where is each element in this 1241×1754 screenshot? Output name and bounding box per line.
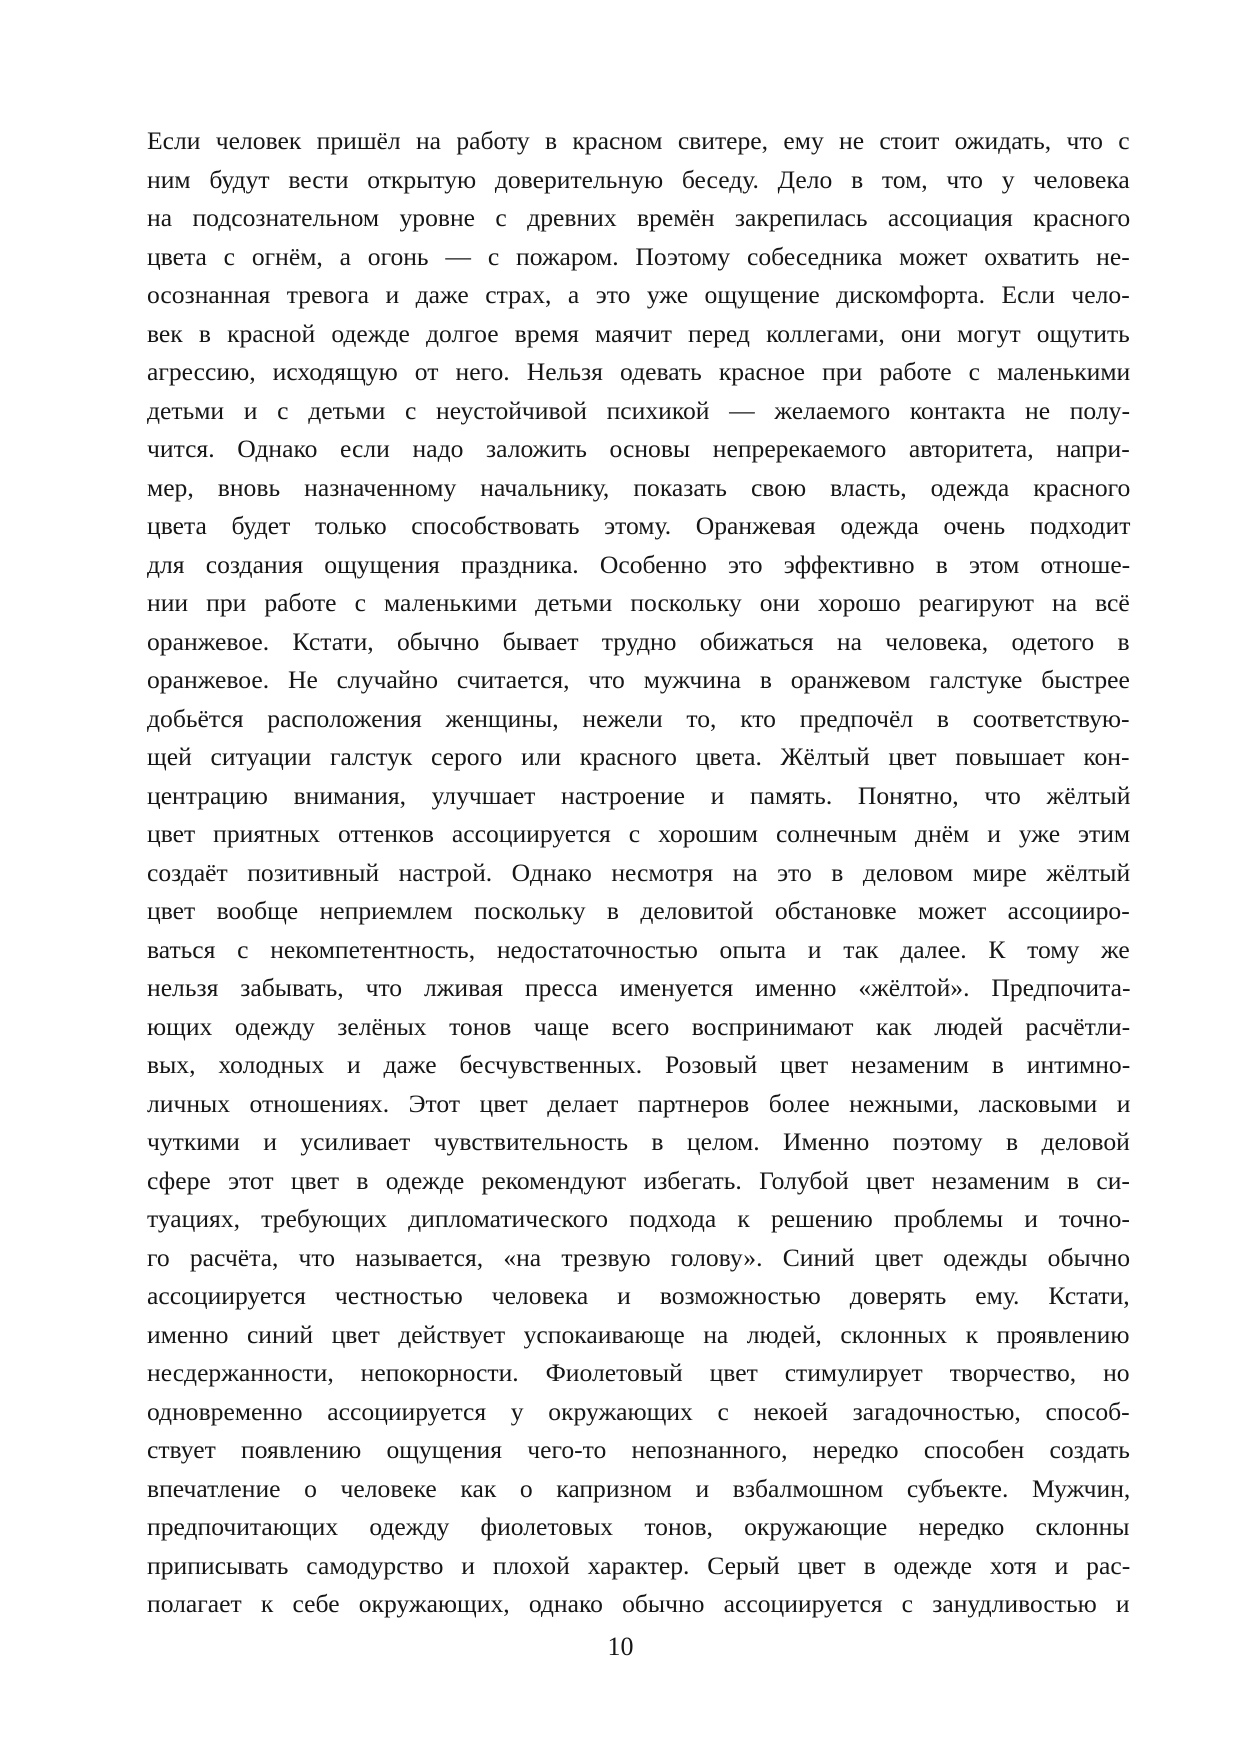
text-line: полагает к себе окружающих, однако обычно ассоциируется с занудливостью и — [147, 1589, 1130, 1618]
text-line: цвет приятных оттенков ассоциируется с хорошим солнечным днём и уже этим — [147, 819, 1131, 848]
text-line: агрессию, исходящую от него. Нельзя одевать красное при работе с маленькими — [147, 357, 1131, 386]
text-line: на подсознательном уровне с древних времён закрепилась ассоциация красного — [147, 203, 1131, 232]
text-line: чится. Однако если надо заложить основы непререкаемого авторитета, напри- — [147, 434, 1130, 463]
text-line: щей ситуации галстук серого или красного цвета. Жёлтый цвет повышает кон- — [147, 742, 1130, 771]
text-line: осознанная тревога и даже страх, а это уже ощущение дискомфорта. Если чело- — [147, 280, 1130, 309]
text-line: приписывать самодурство и плохой характер. Серый цвет в одежде хотя и рас- — [147, 1550, 1131, 1580]
body-text — [147, 122, 1130, 1624]
text-line: личных отношениях. Этот цвет делает партнеров более нежными, ласковыми и — [147, 1088, 1131, 1118]
text-line: добьётся расположения женщины, нежели то, кто предпочёл в соответствую- — [147, 703, 1130, 733]
text-line: одновременно ассоциируется у окружающих с некоей загадочностью, способ- — [147, 1396, 1130, 1426]
text-line: го расчёта, что называется, «на трезвую голову». Синий цвет одежды обычно — [147, 1242, 1131, 1272]
text-line: ассоциируется честностью человека и возможностью доверять ему. Кстати, — [147, 1281, 1130, 1310]
text-line: предпочитающих одежду фиолетовых тонов, окружающие нередко склонны — [147, 1512, 1130, 1541]
text-line: создаёт позитивный настрой. Однако несмотря на это в деловом мире жёлтый — [147, 857, 1131, 887]
text-line: ваться с некомпетентность, недостаточностью опыта и так далее. К тому же — [147, 934, 1130, 964]
text-line: цвета с огнём, а огонь — с пожаром. Поэтому собеседника может охватить не- — [147, 241, 1130, 271]
text-line: оранжевое. Кстати, обычно бывает трудно обижаться на человека, одетого в — [147, 626, 1130, 656]
text-line: сфере этот цвет в одежде рекомендуют избегать. Голубой цвет незаменим в си- — [147, 1165, 1130, 1195]
text-line: ствует появлению ощущения чего-то непознанного, нередко способен создать — [147, 1435, 1130, 1464]
text-line: цвета будет только способствовать этому. Оранжевая одежда очень подходит — [147, 511, 1131, 540]
text-line: ющих одежду зелёных тонов чаще всего воспринимают как людей расчётли- — [147, 1011, 1131, 1041]
text-line: нии при работе с маленькими детьми поскольку они хорошо реагируют на всё — [147, 588, 1130, 617]
text-line: ним будут вести открытую доверительную беседу. Дело в том, что у человека — [147, 164, 1130, 194]
text-line: чуткими и усиливает чувствительность в целом. Именно поэтому в деловой — [147, 1127, 1130, 1156]
text-line: Если человек пришёл на работу в красном свитере, ему не стоит ожидать, что с — [147, 126, 1130, 155]
text-line: цвет вообще неприемлем поскольку в деловитой обстановке может ассоцииро- — [147, 896, 1130, 925]
text-line: оранжевое. Не случайно считается, что мужчина в оранжевом галстуке быстрее — [147, 665, 1130, 694]
text-line: несдержанности, непокорности. Фиолетовый цвет стимулирует творчество, но — [147, 1358, 1130, 1387]
text-line: нельзя забывать, что лживая пресса именуется именно «жёлтой». Предпочита- — [147, 973, 1131, 1002]
text-line: впечатление о человеке как о капризном и взбалмошном субъекте. Мужчин, — [147, 1473, 1131, 1503]
text-line: туациях, требующих дипломатического подхода к решению проблемы и точно- — [147, 1204, 1130, 1233]
text-line: центрацию внимания, улучшает настроение и память. Понятно, что жёлтый — [147, 780, 1131, 810]
text-line: вых, холодных и даже бесчувственных. Розовый цвет незаменим в интимно- — [147, 1050, 1131, 1079]
text-line: именно синий цвет действует успокаивающе на людей, склонных к проявлению — [147, 1319, 1130, 1349]
text-line: для создания ощущения праздника. Особенно это эффективно в этом отноше- — [147, 549, 1131, 579]
text-line: век в красной одежде долгое время маячит перед коллегами, они могут ощутить — [147, 318, 1130, 348]
text-line: мер, вновь назначенному начальнику, показать свою власть, одежда красного — [147, 472, 1131, 502]
text-line: детьми и с детьми с неустойчивой психикой — желаемого контакта не полу- — [147, 395, 1130, 425]
page-number: 10 — [607, 1632, 634, 1661]
